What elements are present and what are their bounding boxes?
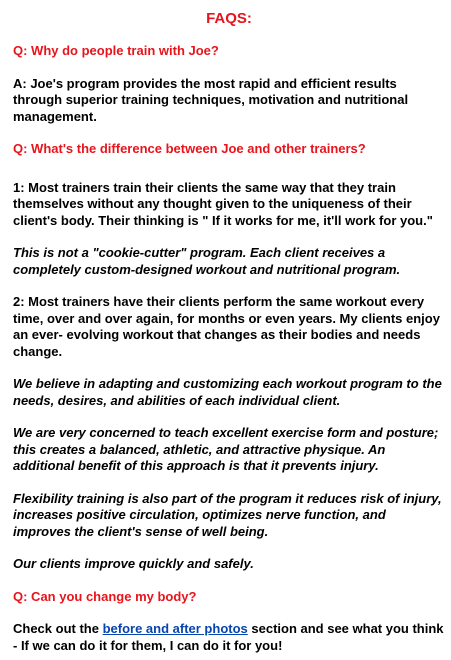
page-title: FAQS: xyxy=(206,10,252,27)
answer-point-2: 2: Most trainers have their clients perform the same workout every time, over and over again, for months or even years. My clients enjoy an ever- evolving workout that changes as their bodies and needs change. xyxy=(13,294,440,359)
question-change-body: Q: Can you change my body? xyxy=(13,588,197,604)
answer-why-train: A: Joe's program provides the most rapid and efficient results through superior training techniques, motivation and nutritional management. xyxy=(13,75,409,124)
answer-adapting: We believe in adapting and customizing each workout program to the needs, desires, and abilities of each individual client. xyxy=(13,376,442,408)
faq-page xyxy=(13,0,445,654)
answer-change-body-prefix: Check out the xyxy=(13,621,103,636)
answer-flexibility: Flexibility training is also part of the program it reduces risk of injury, increases positive circulation, optimizes nerve function, and improves the client's sense of well being. xyxy=(13,490,442,539)
question-why-train: Q: Why do people train with Joe? xyxy=(13,43,219,58)
answer-improve: Our clients improve quickly and safely. xyxy=(13,556,254,571)
answer-change-body xyxy=(13,621,445,654)
answer-form-posture: We are very concerned to teach excellent exercise form and posture; this creates a balanced, athletic, and attractive physique. An additional benefit of this approach is that it prevents injury. xyxy=(13,425,439,473)
answer-not-cookie-cutter: This is not a "cookie-cutter" program. Each client receives a completely custom-designed workout and nutritional program. xyxy=(13,245,401,277)
answer-change-body-suffix: section and see what you think - If we can do it for them, I can do it for you! xyxy=(13,621,444,653)
answer-point-1: 1: Most trainers train their clients the same way that they train themselves without any thought given to the uniqueness of their client's body. Their thinking is " If it works for me, it'll work for you." xyxy=(13,179,433,228)
before-after-photos-link[interactable]: before and after photos xyxy=(102,621,248,636)
question-difference: Q: What's the difference between Joe and other trainers? xyxy=(13,141,366,156)
